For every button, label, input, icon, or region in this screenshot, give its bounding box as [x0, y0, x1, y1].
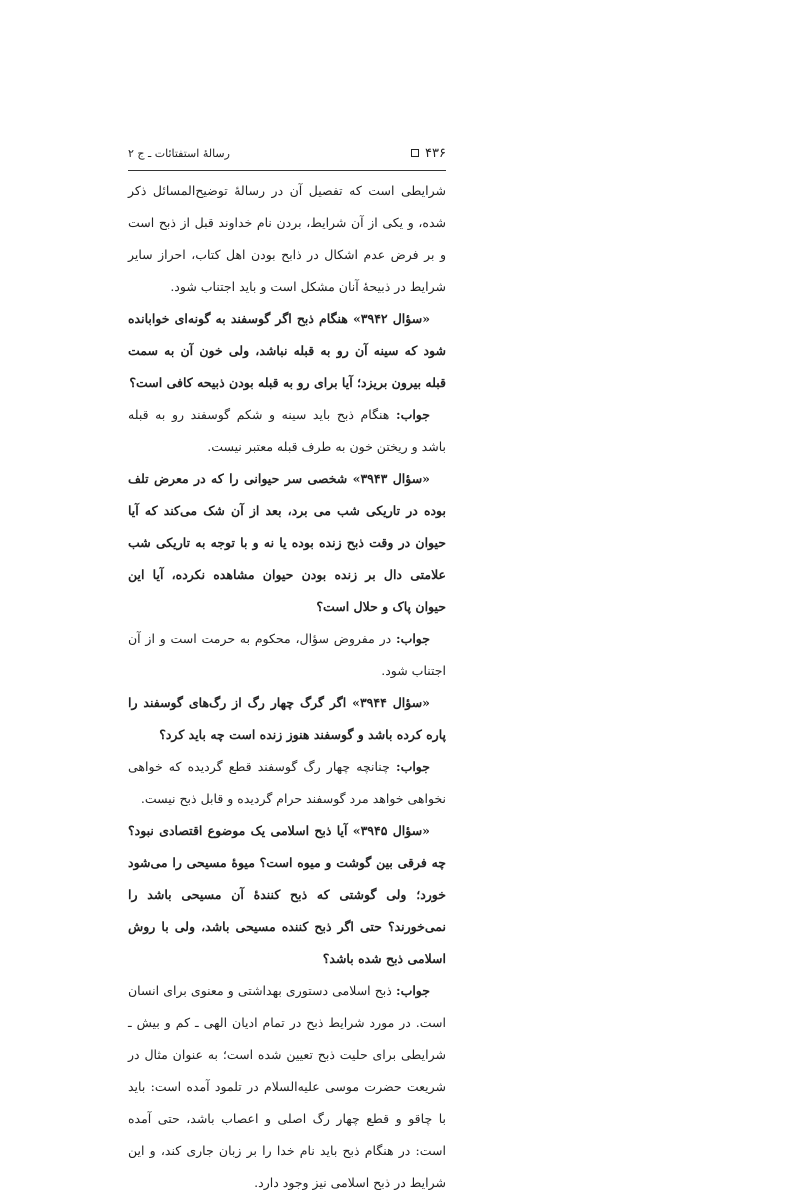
answer-paragraph: [128, 399, 446, 463]
page-number: ۴۳۶: [425, 145, 446, 161]
paragraph-text: شرایطی است که تفصیل آن در رسالۀ توضیح‌المسائل ذکر شده، و یکی از آن شرایط، بردن نام خداوند قبل از ذبح است و بر فرض عدم اشکال در ذابح بودن اهل کتاب، احراز سایر شرایط در ذبیحۀ آنان مشکل است و باید اجتناب شود.: [128, 183, 446, 294]
question-paragraph: [128, 687, 446, 751]
running-title: رسالۀ استفتائات ـ ج ۲: [128, 146, 230, 160]
question-paragraph: [128, 815, 446, 975]
answer-text: در مفروض سؤال، محکوم به حرمت است و از آن اجتناب شود.: [128, 631, 446, 678]
square-icon: [411, 149, 419, 157]
header-divider: [128, 170, 446, 171]
question-paragraph: [128, 303, 446, 399]
question-paragraph: [128, 463, 446, 623]
question-text: «سؤال ۳۹۴۳» شخصی سر حیوانی را که در معرض تلف بوده در تاریکی شب می برد، بعد از آن شک می‌کند که آیا حیوان در وقت ذبح زنده بوده یا نه و با توجه به تاریکی شب علامتی دال بر زنده بودن حیوان مشاهده نکرده، آیا این حیوان پاک و حلال است؟: [128, 471, 446, 614]
paragraph: [128, 175, 446, 303]
answer-label: جواب:: [395, 407, 430, 422]
answer-paragraph: [128, 623, 446, 687]
answer-text: هنگام ذبح باید سینه و شکم گوسفند رو به قبله باشد و ریختن خون به طرف قبله معتبر نیست.: [128, 407, 446, 454]
page-number-group: [411, 146, 446, 161]
answer-label: جواب:: [395, 983, 430, 998]
page-header: [128, 138, 446, 168]
answer-label: جواب:: [395, 759, 430, 774]
question-text: «سؤال ۳۹۴۴» اگر گرگ چهار رگ از رگ‌های گوسفند را پاره کرده باشد و گوسفند هنوز زنده است چه باید کرد؟: [128, 695, 446, 742]
answer-text: چنانچه چهار رگ گوسفند قطع گردیده که خواهی نخواهی خواهد مرد گوسفند حرام گردیده و قابل ذبح نیست.: [128, 759, 446, 806]
answer-text: ذبح اسلامی دستوری بهداشتی و معنوی برای انسان است. در مورد شرایط ذبح در تمام ادیان الهی ـ کم و بیش ـ شرایطی برای حلیت ذبح تعیین شده است؛ به عنوان مثال در شریعت حضرت موسی علیه‌السلام در تلمود آمده است: باید با چاقو و قطع چهار رگ اصلی و اعصاب باشد، حتی آمده است: در هنگام ذبح باید نام خدا را بر زبان جاری کند، و این شرایط در ذبح اسلامی نیز وجود دارد.: [128, 983, 446, 1190]
answer-paragraph: [128, 975, 446, 1199]
question-text: «سؤال ۳۹۴۲» هنگام ذبح اگر گوسفند به گونه‌ای خوابانده شود که سینه آن رو به قبله نباشد، ولی خون آن به سمت قبله بیرون بریزد؛ آیا برای رو به قبله بودن ذبیحه کافی است؟: [128, 311, 446, 390]
answer-paragraph: [128, 751, 446, 815]
question-text: «سؤال ۳۹۴۵» آیا ذبح اسلامی یک موضوع اقتصادی نبود؟ چه فرقی بین گوشت و میوه است؟ میوۀ مسیحی را می‌شود خورد؛ ولی گوشتی که ذبح کنندۀ آن مسیحی باشد را نمی‌خورند؟ حتی اگر ذبح کننده مسیحی باشد، ولی با روش اسلامی ذبح شده باشد؟: [128, 823, 446, 966]
document-page: [128, 138, 446, 1190]
page-body: [128, 175, 446, 1199]
answer-label: جواب:: [395, 631, 430, 646]
